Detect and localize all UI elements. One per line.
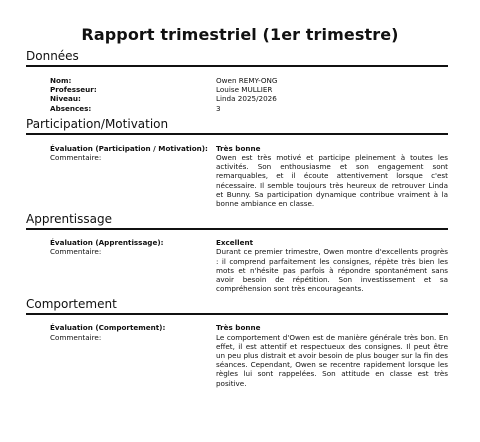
report-title: Rapport trimestriel (1er trimestre): [81, 25, 399, 44]
comportement-comment: Le comportement d'Owen est de manière générale très bon. En effet, il est attentif et respectueux des consignes. Il peut être un peu plus distrait et avoir besoin de plus bouger sur la fin des séances. Cependant, Owen se recentre rapidement lorsque les règles lui sont rappelées. Son attitude en classe est très positive.: [216, 332, 448, 388]
comportement-comment-label: Commentaire:: [50, 332, 102, 342]
comportement-eval-value: Très bonne: [216, 323, 261, 333]
comportement-rows: [50, 323, 448, 387]
participation-comment-row: [50, 153, 448, 208]
apprentissage-eval-value: Excellent: [216, 238, 254, 248]
data-row-niveau: [50, 94, 448, 103]
donnees-rows: [50, 76, 448, 113]
data-row-absences: [50, 104, 448, 113]
section-heading-comportement: Comportement: [26, 297, 448, 315]
absences-label: Absences:: [50, 103, 92, 113]
data-row-nom: [50, 76, 448, 85]
section-heading-participation: Participation/Motivation: [26, 117, 448, 135]
professeur-value: Louise MULLIER: [216, 85, 273, 95]
apprentissage-eval-label: Évaluation (Apprentissage):: [50, 238, 164, 248]
apprentissage-eval-row: [50, 238, 448, 247]
participation-comment: Owen est très motivé et participe pleinement à toutes les activités. Son enthousiasme et son engagement sont remarquables, et il écoute attentivement lorsque c'est nécessaire. Il semble toujours très heureux de retrouver Linda et Bunny. Sa participation dynamique contribue vraiment à la bonne ambiance en classe.: [216, 153, 448, 209]
comportement-eval-label: Évaluation (Comportement):: [50, 323, 166, 333]
apprentissage-comment-row: [50, 247, 448, 293]
absences-value: 3: [216, 103, 221, 113]
niveau-label: Niveau:: [50, 94, 81, 104]
participation-eval-row: [50, 144, 448, 153]
section-heading-donnees: Données: [26, 49, 448, 67]
participation-rows: [50, 144, 448, 208]
niveau-value: Linda 2025/2026: [216, 94, 277, 104]
apprentissage-rows: [50, 238, 448, 293]
participation-eval-value: Très bonne: [216, 143, 261, 153]
professeur-label: Professeur:: [50, 85, 97, 95]
comportement-comment-row: [50, 333, 448, 388]
apprentissage-comment-label: Commentaire:: [50, 247, 102, 257]
nom-label: Nom:: [50, 76, 72, 85]
participation-comment-label: Commentaire:: [50, 153, 102, 163]
apprentissage-comment: Durant ce premier trimestre, Owen montre d'excellents progrès : il comprend parfaitement les consignes, répète très bien les mots et n'hésite pas parfois à répondre spontanément sans avoir besoin de répétition. Son investissement et sa compréhension sont très encourageants.: [216, 247, 448, 294]
nom-value: Owen REMY-ONG: [216, 76, 278, 85]
comportement-eval-row: [50, 323, 448, 332]
section-heading-apprentissage: Apprentissage: [26, 212, 448, 230]
data-row-professeur: [50, 85, 448, 94]
participation-eval-label: Évaluation (Participation / Motivation):: [50, 143, 208, 153]
